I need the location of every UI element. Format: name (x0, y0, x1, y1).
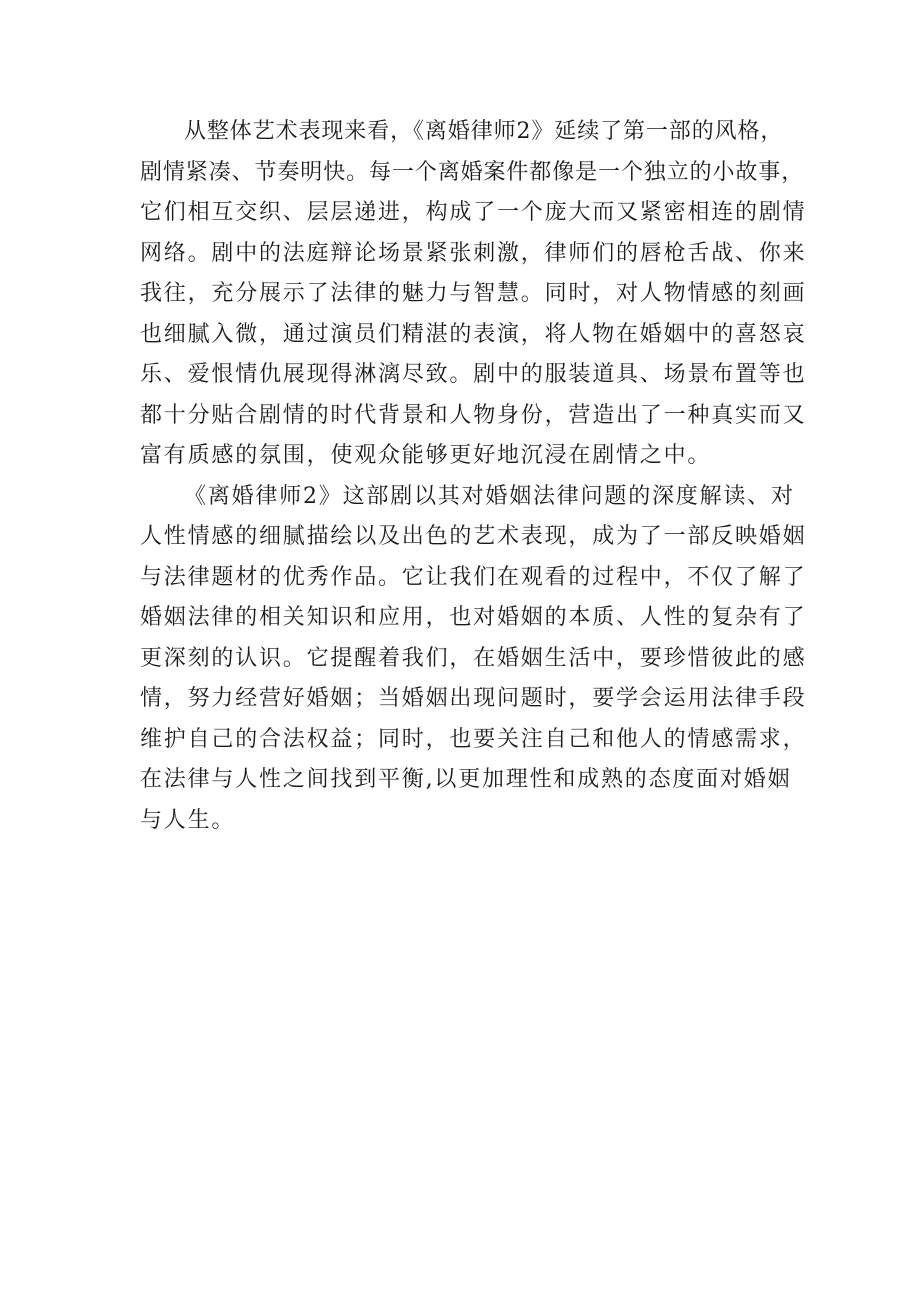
paragraph-line: 富有质感的氛围，使观众能够更好地沉浸在剧情之中。 (140, 443, 712, 468)
paragraph-line: 它们相互交织、层层递进，构成了一个庞大而又紧密相连的剧情 (140, 200, 807, 225)
paragraph-line: 在法律与人性之间找到平衡,以更加理性和成熟的态度面对婚姻 (140, 767, 792, 792)
paragraph-line: 维护自己的合法权益；同时，也要关注自己和他人的情感需求， (140, 726, 807, 752)
paragraph-line: 婚姻法律的相关知识和应用，也对婚姻的本质、人性的复杂有了 (140, 605, 807, 630)
paragraph-line: 人性情感的细腻描绘以及出色的艺术表现，成为了一部反映婚姻 (140, 524, 807, 549)
paragraph-line: 情，努力经营好婚姻；当婚姻出现问题时，要学会运用法律手段 (140, 686, 807, 711)
paragraph-line: 也细腻入微，通过演员们精湛的表演，将人物在婚姻中的喜怒哀 (140, 321, 807, 347)
paragraph-line: 乐、爱恨情仇展现得淋漓尽致。剧中的服装道具、场景布置等也 (140, 362, 807, 387)
paragraph-line: 我往，充分展示了法律的魅力与智慧。同时，对人物情感的刻画 (140, 281, 807, 306)
paragraph-line: 与人生。 (140, 807, 236, 833)
paragraph-line: 网络。剧中的法庭辩论场景紧张刺激，律师们的唇枪舌战、你来 (140, 240, 807, 266)
paragraph-line: 《离婚律师2》这部剧以其对婚姻法律问题的深度解读、对 (184, 483, 795, 509)
paragraph-line: 更深刻的认识。它提醒着我们，在婚姻生活中，要珍惜彼此的感 (140, 645, 807, 671)
document-body (140, 112, 807, 841)
paragraph-line: 剧情紧凑、节奏明快。每一个离婚案件都像是一个独立的小故事， (140, 159, 805, 185)
paragraph-art-expression (140, 112, 807, 477)
paragraph-line: 与法律题材的优秀作品。它让我们在观看的过程中，不仅了解了 (140, 564, 807, 590)
paragraph-line: 从整体艺术表现来看，《离婚律师2》延续了第一部的风格， (184, 119, 784, 144)
paragraph-line: 都十分贴合剧情的时代背景和人物身份，营造出了一种真实而又 (140, 402, 807, 428)
paragraph-conclusion (140, 477, 807, 842)
